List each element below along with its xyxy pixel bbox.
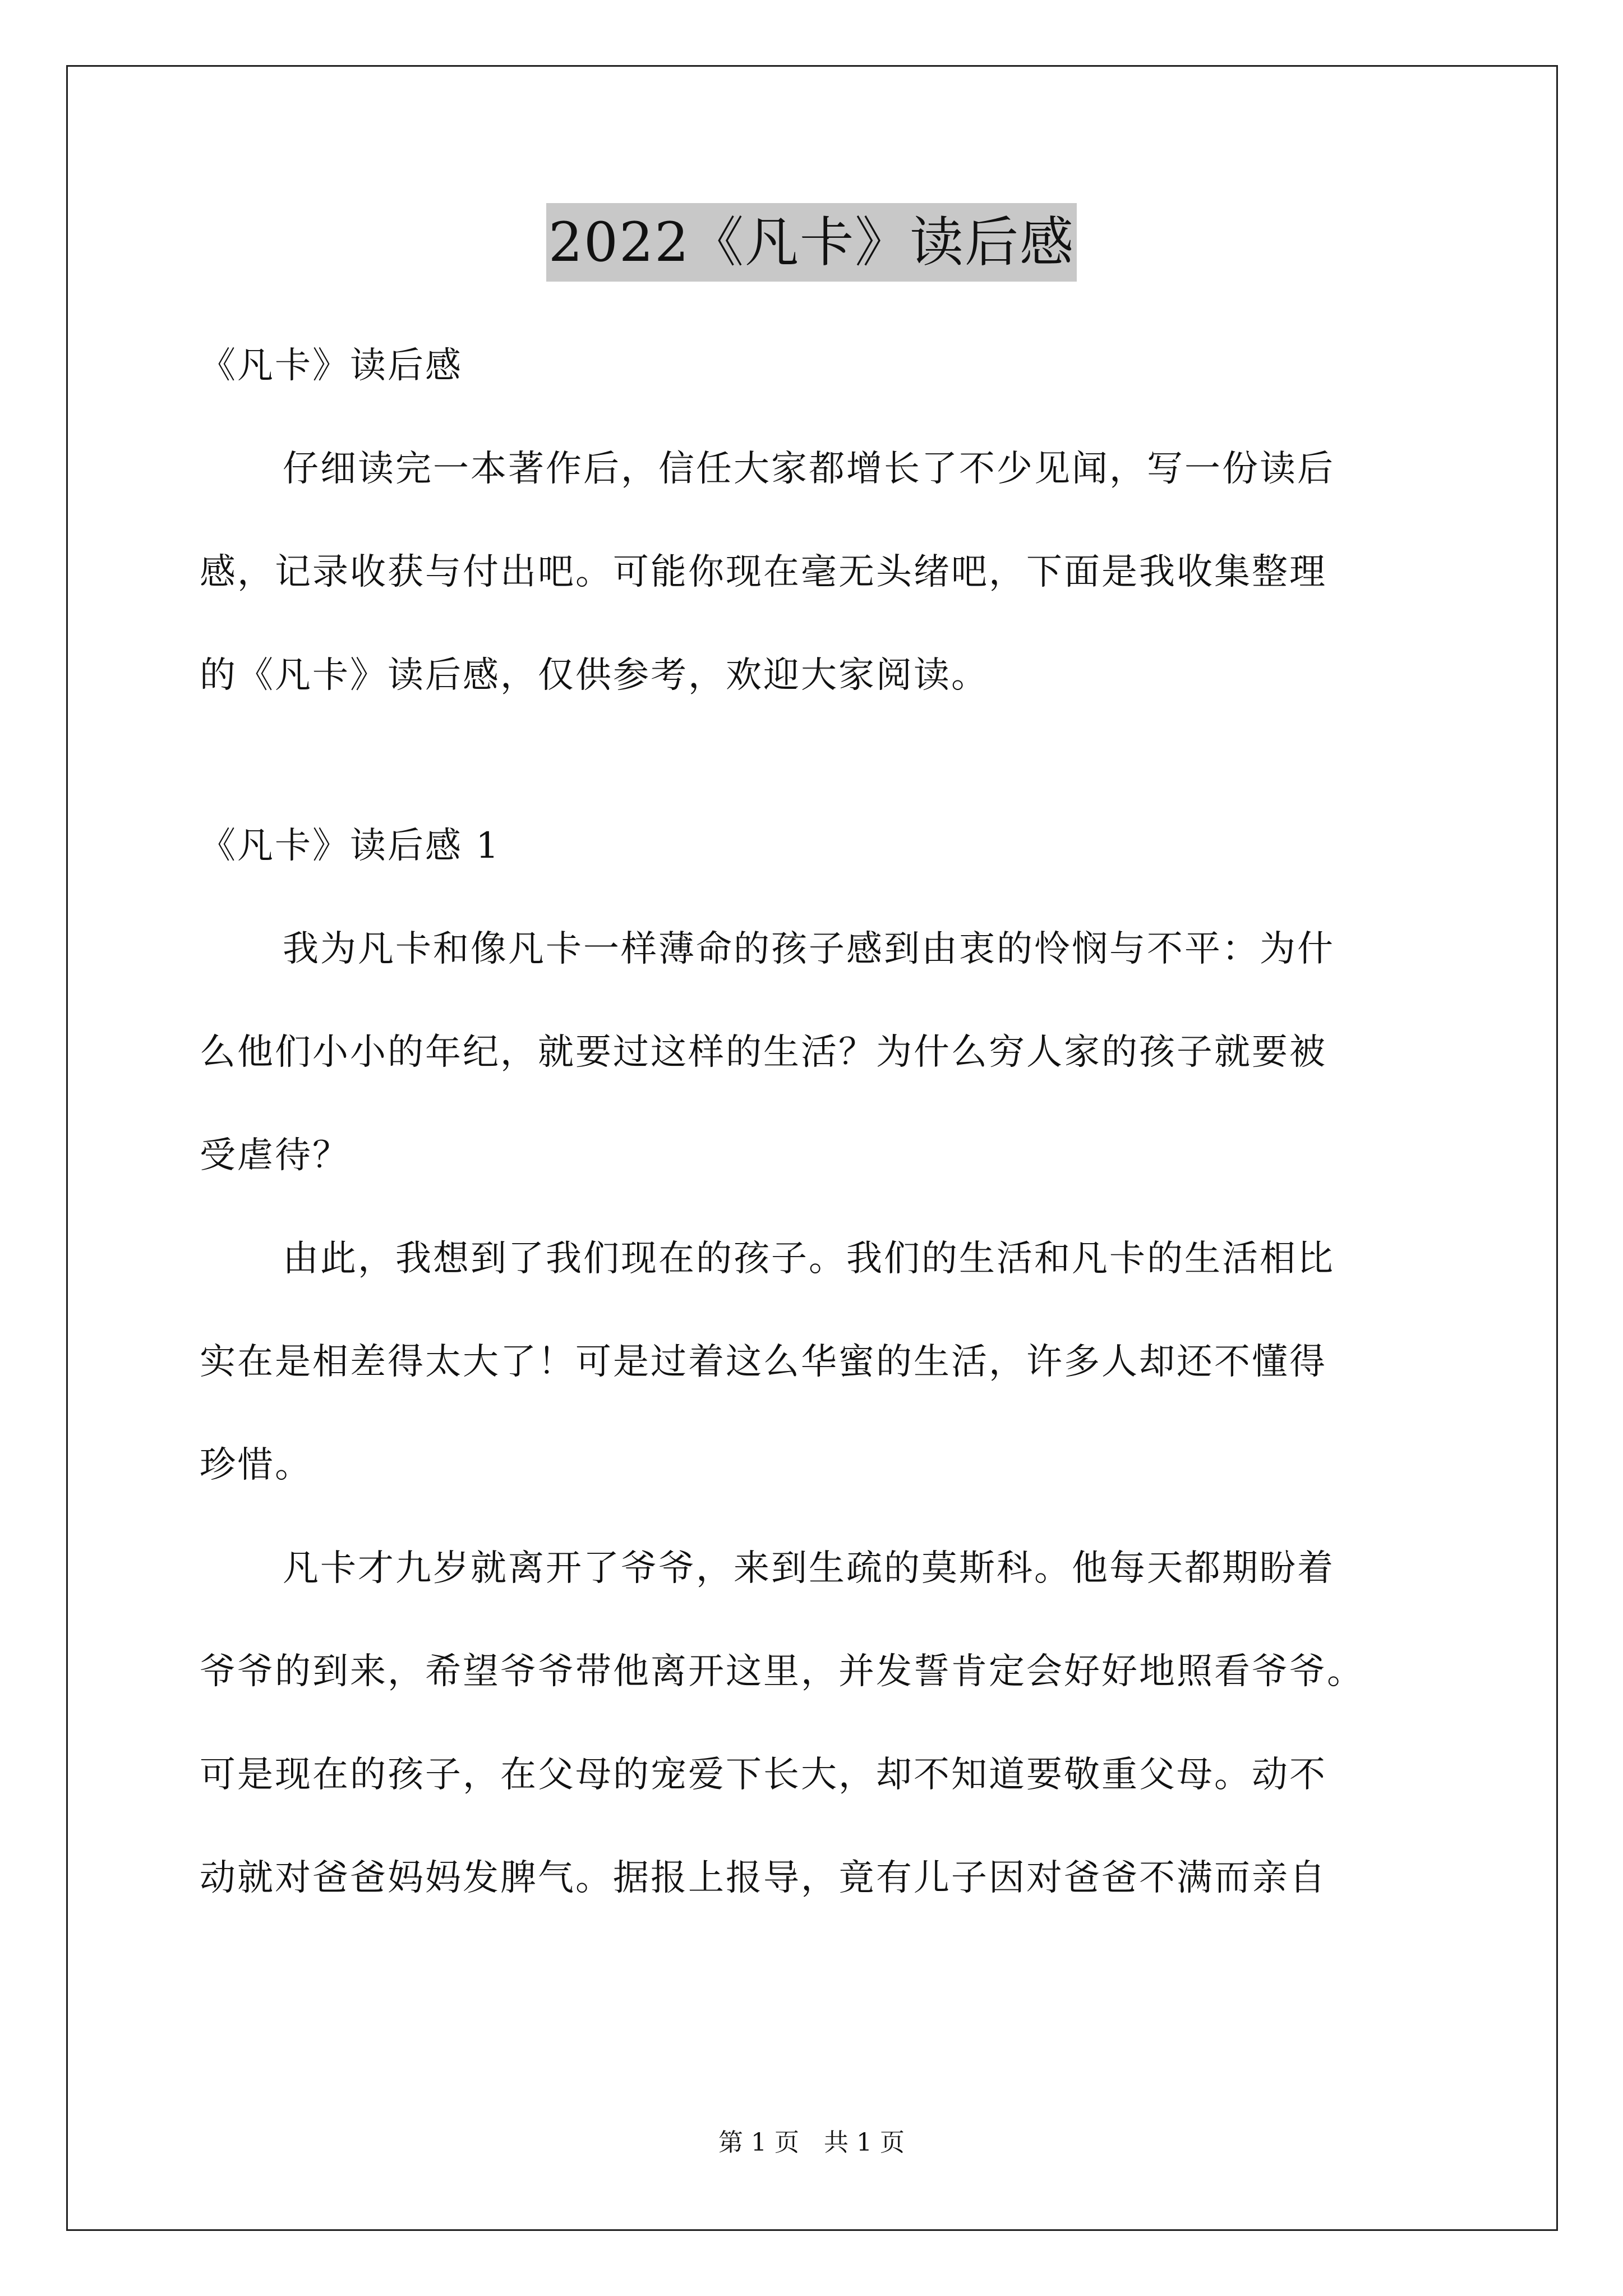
intro-line: 感，记录收获与付出吧。可能你现在毫无头绪吧，下面是我收集整理 (200, 551, 1327, 593)
paragraph-line: 珍惜。 (200, 1444, 312, 1486)
document-body (200, 314, 1433, 1930)
paragraph-line: 凡卡才九岁就离开了爷爷，来到生疏的莫斯科。他每天都期盼着 (283, 1548, 1335, 1589)
paragraph-line: 实在是相差得太大了！可是过着这么华蜜的生活，许多人却还不懂得 (200, 1341, 1327, 1383)
intro-line: 仔细读完一本著作后，信任大家都增长了不少见闻，写一份读后 (283, 448, 1335, 490)
paragraph-line: 由此，我想到了我们现在的孩子。我们的生活和凡卡的生活相比 (283, 1238, 1335, 1280)
section-heading: 《凡卡》读后感 1 (200, 825, 501, 867)
paragraph-line: 可是现在的孩子，在父母的宠爱下长大，却不知道要敬重父母。动不 (200, 1754, 1327, 1796)
page-footer: 第 1 页 共 1 页 (718, 2128, 905, 2157)
intro-line: 的《凡卡》读后感，仅供参考，欢迎大家阅读。 (200, 655, 989, 696)
section-spacer (200, 727, 1433, 794)
paragraph-line: 么他们小小的年纪，就要过这样的生活？为什么穷人家的孩子就要被 (200, 1032, 1327, 1073)
title-container (0, 203, 1623, 282)
intro-heading: 《凡卡》读后感 (200, 345, 463, 386)
paragraph-line: 动就对爸爸妈妈发脾气。据报上报导，竟有儿子因对爸爸不满而亲自 (200, 1857, 1327, 1899)
paragraph-line: 我为凡卡和像凡卡一样薄命的孩子感到由衷的怜悯与不平：为什 (283, 928, 1335, 970)
paragraph-line: 爷爷的到来，希望爷爷带他离开这里，并发誓肯定会好好地照看爷爷。 (200, 1651, 1364, 1692)
paragraph-line: 受虐待？ (200, 1135, 350, 1176)
document-title: 2022《凡卡》读后感 (546, 203, 1077, 282)
